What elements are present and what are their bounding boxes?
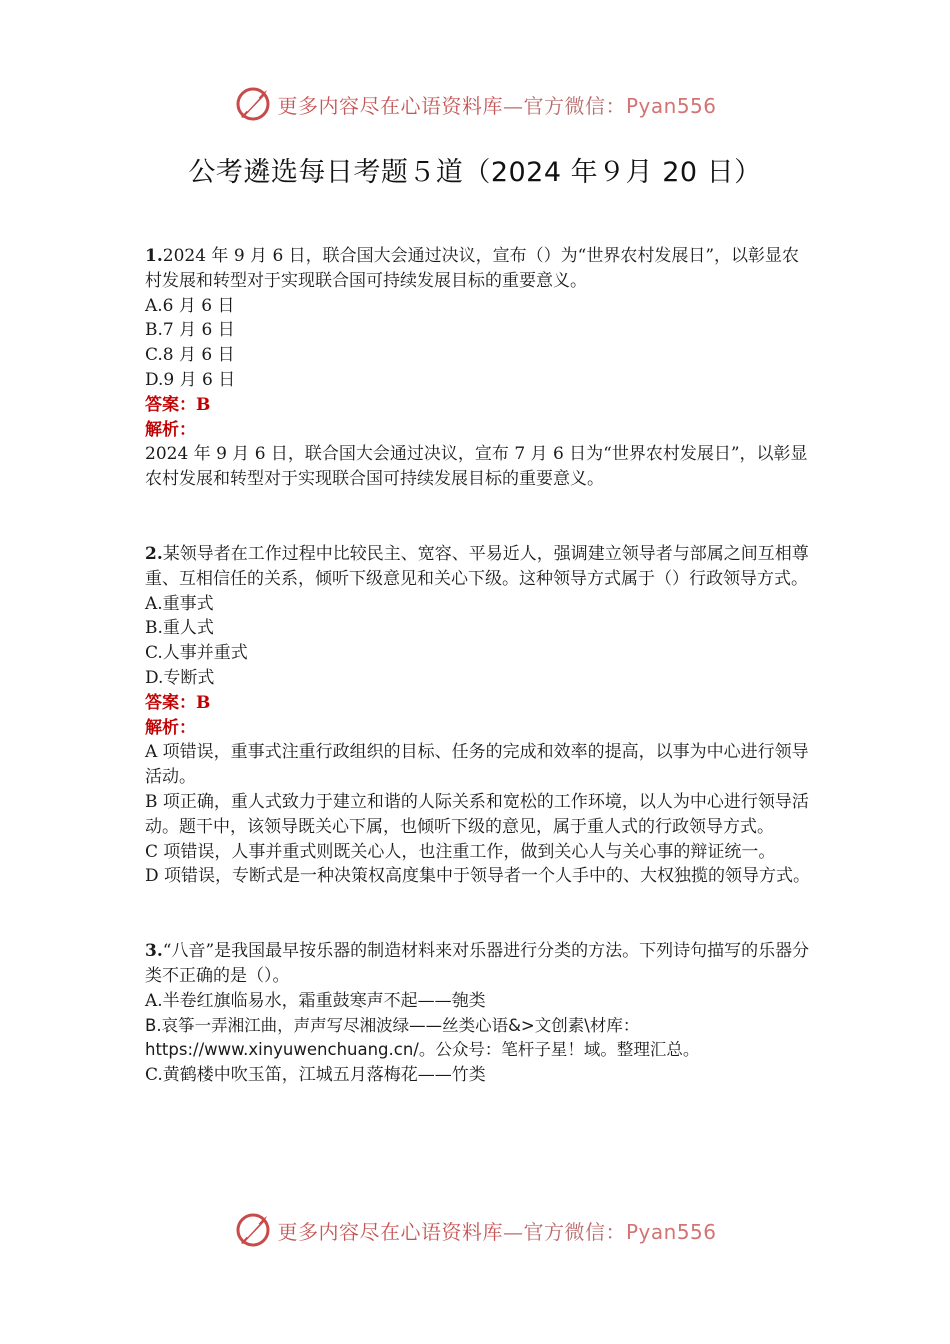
option-a: A.半卷红旗临易水，霜重鼓寒声不起——匏类 xyxy=(145,990,486,1011)
watermark-text: 更多内容尽在心语资料库—官方微信：Pyan556 xyxy=(277,1219,717,1244)
question-2 xyxy=(145,542,813,889)
analysis-paragraph: A 项错误，重事式注重行政组织的目标、任务的完成和效率的提高，以事为中心进行领导活动。 xyxy=(145,742,809,788)
option-b: B.哀筝一弄湘江曲，声声写尽湘波绿——丝类心语&>文创素\材库：https://www.xinyuwenchuang.cn/。公众号：笔杆子星！域。整理汇总。 xyxy=(145,1015,700,1060)
analysis-paragraph: C 项错误，人事并重式则既关心人，也注重工作，做到关心人与关心事的辩证统一。 xyxy=(145,841,776,862)
question-stem: 3.“八音”是我国最早按乐器的制造材料来对乐器进行分类的方法。下列诗句描写的乐器分类不正确的是（）。 xyxy=(145,941,810,986)
analysis-paragraph: D 项错误，专断式是一种决策权高度集中于领导者一个人手中的、大权独揽的领导方式。 xyxy=(145,866,811,887)
page-title: 公考遴选每日考题５道（2024 年９月 20 日） xyxy=(188,157,762,188)
answer-line: 答案：B xyxy=(145,692,211,713)
question-3 xyxy=(145,939,813,1088)
question-1 xyxy=(145,244,813,492)
option-a: A.6 月 6 日 xyxy=(145,295,235,316)
question-list xyxy=(145,244,813,1088)
question-stem: 1.2024 年 9 月 6 日，联合国大会通过决议，宣布（）为“世界农村发展日”，以彰显农村发展和转型对于实现联合国可持续发展目标的重要意义。 xyxy=(145,246,800,291)
watermark-banner-bottom xyxy=(0,1208,950,1252)
analysis-label: 解析： xyxy=(145,419,196,440)
option-b: B.重人式 xyxy=(145,618,214,639)
option-c: C.黄鹤楼中吹玉笛，江城五月落梅花——竹类 xyxy=(145,1065,486,1086)
analysis-label: 解析： xyxy=(145,717,196,738)
answer-line: 答案：B xyxy=(145,394,211,415)
watermark-text: 更多内容尽在心语资料库—官方微信：Pyan556 xyxy=(277,93,717,118)
watermark-banner-top xyxy=(0,82,950,126)
option-a: A.重事式 xyxy=(145,593,214,614)
question-stem: 2.某领导者在工作过程中比较民主、宽容、平易近人，强调建立领导者与部属之间互相尊重、互相信任的关系，倾听下级意见和关心下级。这种领导方式属于（）行政领导方式。 xyxy=(145,543,809,589)
quill-logo-icon xyxy=(233,1210,273,1250)
option-d: D.9 月 6 日 xyxy=(145,369,236,390)
option-b: B.7 月 6 日 xyxy=(145,320,235,341)
option-c: C.人事并重式 xyxy=(145,643,248,664)
quill-logo-icon xyxy=(233,84,273,124)
option-d: D.专断式 xyxy=(145,667,215,688)
analysis-paragraph: B 项正确，重人式致力于建立和谐的人际关系和宽松的工作环境，以人为中心进行领导活动。题干中，该领导既关心下属，也倾听下级的意见，属于重人式的行政领导方式。 xyxy=(145,791,809,837)
analysis-paragraph: 2024 年 9 月 6 日，联合国大会通过决议，宣布 7 月 6 日为“世界农村发展日”，以彰显农村发展和转型对于实现联合国可持续发展目标的重要意义。 xyxy=(145,444,808,490)
option-c: C.8 月 6 日 xyxy=(145,345,235,366)
